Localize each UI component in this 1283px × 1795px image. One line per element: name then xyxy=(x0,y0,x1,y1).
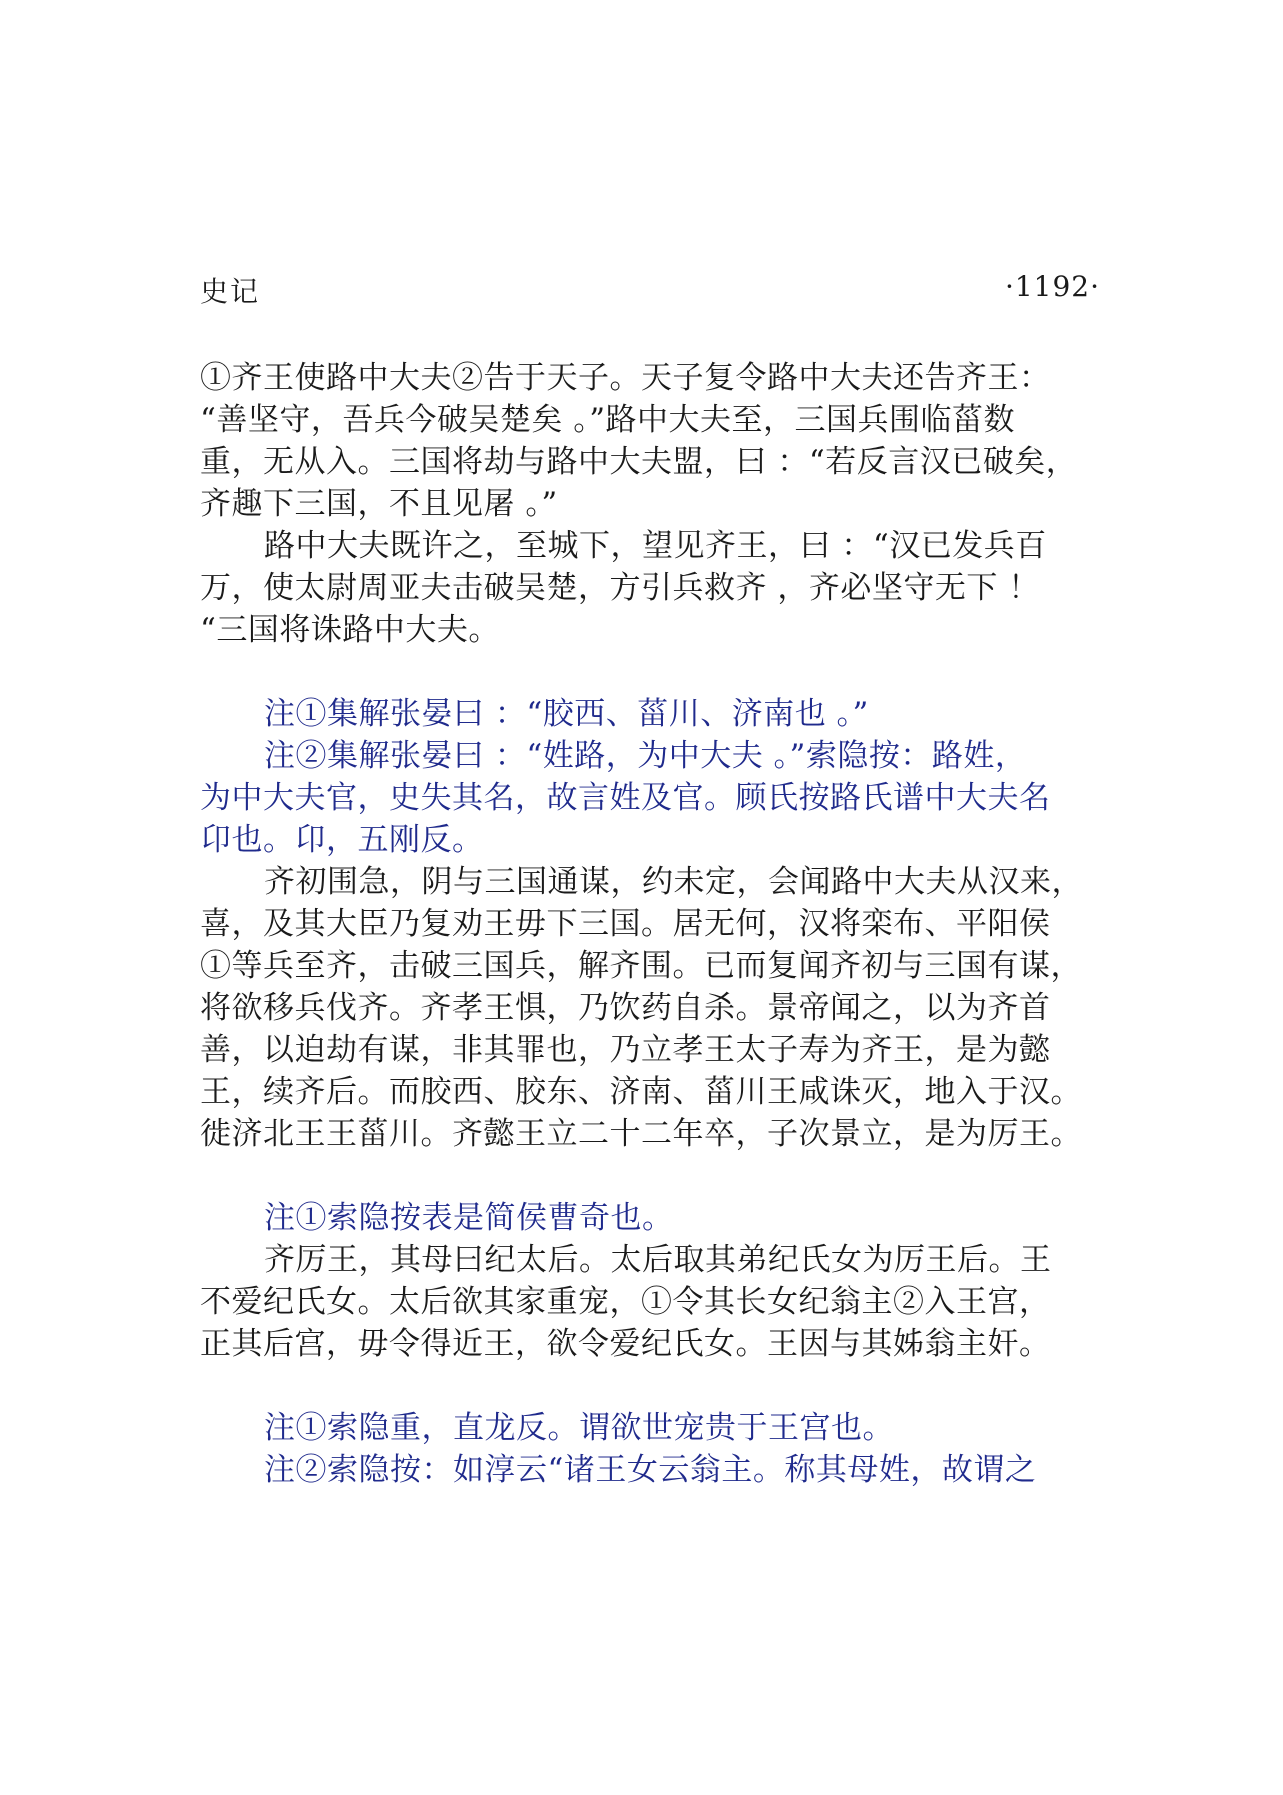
text-line: 不爱纪氏女。太后欲其家重宠，①令其长女纪翁主②入王宫， xyxy=(200,1284,1051,1320)
annotation-line: 注①索隐按表是简侯曹奇也。 xyxy=(264,1200,674,1236)
page-number: ·1192· xyxy=(1004,270,1100,303)
text-line: 重，无从入。三国将劫与路中大夫盟，曰 ：“若反言汉已破矣， xyxy=(200,444,1078,480)
text-line: ①等兵至齐，击破三国兵，解齐围。已而复闻齐初与三国有谋， xyxy=(200,948,1082,984)
text-line: 王，续齐后。而胶西、胶东、济南、菑川王咸诛灭，地入于汉。 xyxy=(200,1074,1082,1110)
text-line: 齐初围急，阴与三国通谋，约未定，会闻路中大夫从汉来， xyxy=(264,864,1083,900)
annotation-line: 注①集解张晏曰 ：“胶西、菑川、济南也 。” xyxy=(264,696,869,732)
text-line: 将欲移兵伐齐。齐孝王惧，乃饮药自杀。景帝闻之，以为齐首 xyxy=(200,990,1051,1026)
text-line: 喜，及其大臣乃复劝王毋下三国。居无何，汉将栾布、平阳侯 xyxy=(200,906,1051,942)
text-line: “三国将诛路中大夫。 xyxy=(200,612,500,648)
annotation-line: 为中大夫官，史失其名，故言姓及官。顾氏按路氏谱中大夫名 xyxy=(200,780,1051,816)
text-line: 路中大夫既许之，至城下，望见齐王，曰 ：“汉已发兵百 xyxy=(264,528,1047,564)
text-line: 齐厉王，其母曰纪太后。太后取其弟纪氏女为厉王后。王 xyxy=(264,1242,1052,1278)
text-line: “善坚守，吾兵今破吴楚矣 。”路中大夫至，三国兵围临菑数 xyxy=(200,402,1016,438)
text-line: 正其后宫，毋令得近王，欲令爱纪氏女。王因与其姊翁主奸。 xyxy=(200,1326,1051,1362)
text-line: 万，使太尉周亚夫击破吴楚，方引兵救齐 ，齐必坚守无下 ！ xyxy=(200,570,1040,606)
page-header xyxy=(200,270,1100,310)
annotation-line: 注①索隐重，直龙反。谓欲世宠贵于王宫也。 xyxy=(264,1410,894,1446)
paragraph-gap xyxy=(200,1365,1110,1407)
annotation-line: 注②集解张晏曰 ：“姓路，为中大夫 。”索隐按：路姓， xyxy=(264,738,1027,774)
text-line: 齐趣下三国，不且见屠 。” xyxy=(200,486,558,522)
annotation-line: 卬也。卬，五刚反。 xyxy=(200,822,484,858)
body-text xyxy=(200,357,1110,1491)
text-line: 徙济北王王菑川。齐懿王立二十二年卒，子次景立，是为厉王。 xyxy=(200,1116,1082,1152)
book-title: 史记 xyxy=(200,275,261,308)
paragraph-gap xyxy=(200,1155,1110,1197)
text-line: ①齐王使路中大夫②告于天子。天子复令路中大夫还告齐王： xyxy=(200,360,1051,396)
text-line: 善，以迫劫有谋，非其罪也，乃立孝王太子寿为齐王，是为懿 xyxy=(200,1032,1051,1068)
annotation-line: 注②索隐按：如淳云“诸王女云翁主。称其母姓，故谓之 xyxy=(264,1452,1037,1488)
paragraph-gap xyxy=(200,651,1110,693)
